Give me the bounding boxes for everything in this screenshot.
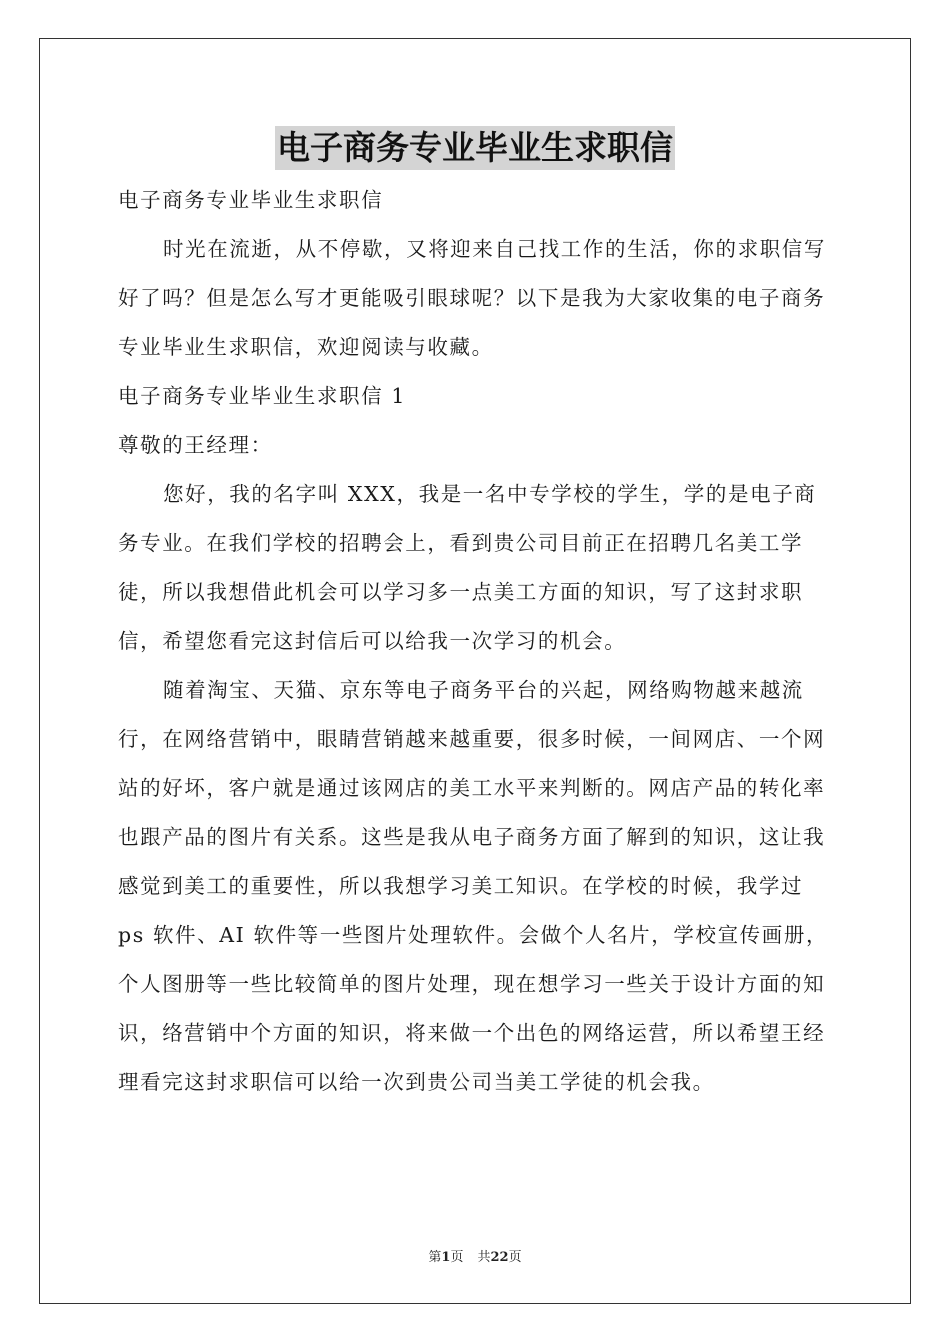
document-title: 电子商务专业毕业生求职信 [275, 126, 675, 170]
letter-paragraph-1: 您好，我的名字叫 XXX，我是一名中专学校的学生，学的是电子商务专业。在我们学校的招聘会上，看到贵公司目前正在招聘几名美工学徒，所以我想借此机会可以学习多一点美工方面的知识，写了这封求职信，希望您看完这封信后可以给我一次学习的机会。 [118, 482, 817, 653]
total-prefix: 共 [477, 1250, 491, 1265]
intro-paragraph: 时光在流逝，从不停歇，又将迎来自己找工作的生活，你的求职信写好了吗？但是怎么写才更能吸引眼球呢？以下是我为大家收集的电子商务专业毕业生求职信，欢迎阅读与收藏。 [118, 237, 826, 359]
page-total: 22 [490, 1250, 509, 1265]
page-prefix: 第 [428, 1250, 442, 1265]
document-subtitle: 电子商务专业毕业生求职信 [118, 188, 384, 212]
page-current: 1 [441, 1250, 451, 1265]
salutation: 尊敬的王经理： [118, 433, 273, 457]
total-unit: 页 [508, 1250, 522, 1265]
title-container [0, 126, 950, 170]
section-heading: 电子商务专业毕业生求职信 1 [118, 384, 406, 408]
letter-paragraph-2: 随着淘宝、天猫、京东等电子商务平台的兴起，网络购物越来越流行，在网络营销中，眼睛营销越来越重要，很多时候，一间网店、一个网站的好坏，客户就是通过该网店的美工水平来判断的。网店产品的转化率也跟产品的图片有关系。这些是我从电子商务方面了解到的知识，这让我感觉到美工的重要性，所以我想学习美工知识。在学校的时候，我学过 ps 软件、AI 软件等一些图片处理软件。会做个人名片，学校宣传画册，个人图册等一些比较简单的图片处理，现在想学习一些关于设计方面的知识，络营销中个方面的知识，将来做一个出色的网络运营，所以希望王经理看完这封求职信可以给一次到贵公司当美工学徒的机会我。 [118, 678, 829, 1094]
page-footer [0, 1246, 950, 1265]
page-unit: 页 [450, 1250, 464, 1265]
